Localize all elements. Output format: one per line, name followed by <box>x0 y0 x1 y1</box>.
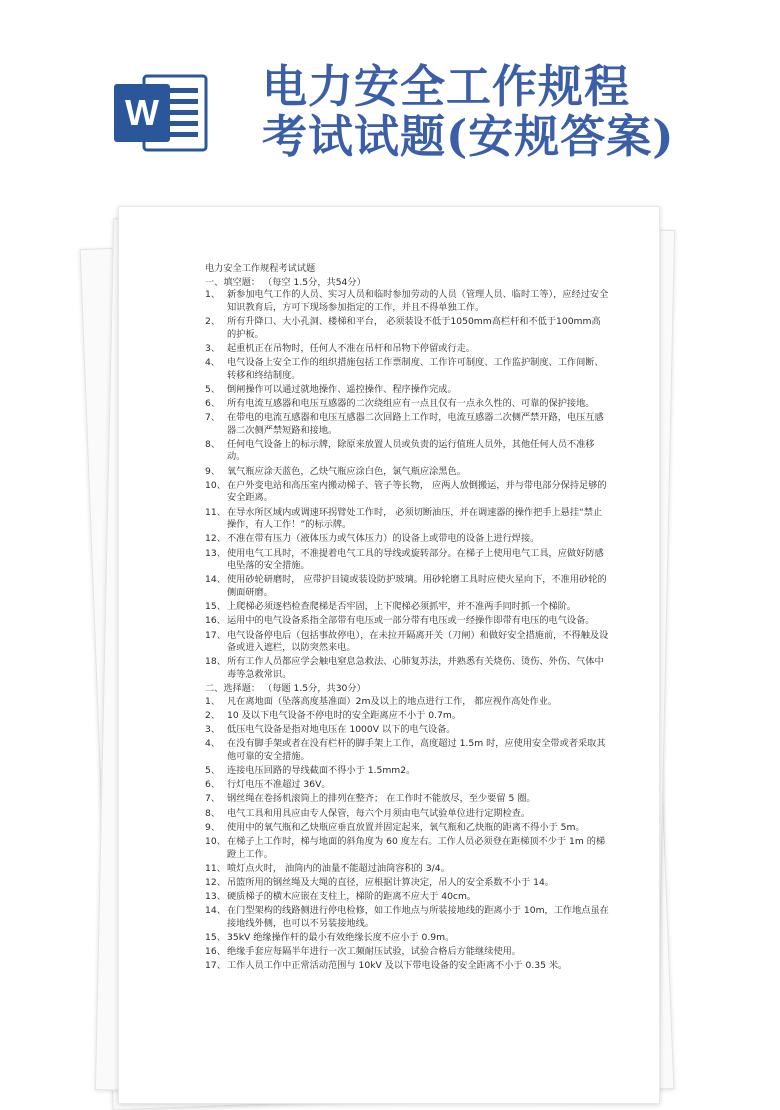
question-text: 吊篮所用的钢丝绳及大绳的直径，应根据计算决定，吊人的安全系数不小于 14。 <box>227 876 554 888</box>
question-number: 3、 <box>205 724 221 736</box>
question-number: 15、 <box>205 932 226 944</box>
question-text: 在门型架构的线路侧进行停电检修，如工作地点与所装接地线的距离小于 10m，工作地点虽在接地线外侧，也可以不另装接地线。 <box>227 905 609 929</box>
question-number: 5、 <box>205 383 221 395</box>
question-item <box>205 466 609 479</box>
question-item <box>205 630 609 655</box>
document-content <box>205 263 609 975</box>
question-text: 所有升降口、大小孔洞、楼梯和平台， 必须装设不低于1050mm高栏杆和不低于100mm高的护板。 <box>227 315 601 340</box>
question-text: 所有电流互感器和电压互感器的二次绕组应有一点且仅有一点永久性的、可靠的保护接地。 <box>227 397 595 409</box>
question-number: 13、 <box>205 891 226 903</box>
question-item <box>205 793 609 806</box>
question-number: 9、 <box>205 465 221 477</box>
question-text: 倒闸操作可以通过就地操作、遥控操作、程序操作完成。 <box>227 383 457 395</box>
question-number: 9、 <box>205 821 221 833</box>
question-item <box>205 615 609 628</box>
question-text: 新参加电气工作的人员、实习人员和临时参加劳动的人员（管理人员、临时工等），应经过安全知识教育后，方可下现场参加指定的工作，并且不得单独工作。 <box>227 289 609 313</box>
question-text: 在带电的电流互感器和电压互感器二次回路上工作时，电流互感器二次侧严禁开路，电压互感器二次侧严禁短路和接地。 <box>227 412 604 436</box>
question-text: 使用电气工具时，不准提着电气工具的导线或旋转部分。在梯子上使用电气工具，应做好防感电坠落的安全措施。 <box>227 547 604 572</box>
question-text: 氧气瓶应涂天蓝色，乙炔气瓶应涂白色，氯气瓶应涂黑色。 <box>227 465 466 477</box>
banner <box>0 0 780 180</box>
section-heading: 一、填空题： （每空 1.5分，共54分） <box>205 276 366 288</box>
question-item <box>205 412 609 437</box>
question-number: 3、 <box>205 342 221 354</box>
question-text: 不准在带有压力（液体压力或气体压力）的设备上或带电的设备上进行焊接。 <box>227 533 540 545</box>
question-item <box>205 960 609 973</box>
question-number: 7、 <box>205 793 221 805</box>
page-title-line-1: 电力安全工作规程 <box>262 60 631 113</box>
question-number: 8、 <box>205 438 221 450</box>
question-item <box>205 836 609 861</box>
question-item <box>205 765 609 778</box>
question-item <box>205 738 609 763</box>
question-item <box>205 398 609 411</box>
question-text: 低压电气设备是指对地电压在 1000V 以下的电气设备。 <box>227 724 456 736</box>
question-text: 35kV 绝缘操作杆的最小有效绝缘长度不应小于 0.9m。 <box>227 932 455 944</box>
question-item <box>205 724 609 737</box>
question-text: 绝缘手套应每隔半年进行一次工频耐压试验，试验合格后方能继续使用。 <box>227 946 521 958</box>
question-item <box>205 343 609 356</box>
question-number: 8、 <box>205 807 221 819</box>
question-item <box>205 946 609 959</box>
question-number: 16、 <box>205 946 226 958</box>
question-item <box>205 656 609 681</box>
question-item <box>205 710 609 723</box>
question-text: 在梯子上工作时，梯与地面的斜角度为 60 度左右。工作人员必须登在距梯顶不少于 1m 的梯蹬上工作。 <box>227 835 606 860</box>
question-item <box>205 316 609 341</box>
question-item <box>205 384 609 397</box>
question-item <box>205 863 609 876</box>
question-item <box>205 289 609 314</box>
question-number: 5、 <box>205 765 221 777</box>
question-item <box>205 932 609 945</box>
question-item <box>205 696 609 709</box>
question-text: 行灯电压不准超过 36V。 <box>227 779 331 791</box>
question-text: 电气设备上安全工作的组织措施包括工作票制度、工作许可制度、工作监护制度、工作间断、转移和终结制度。 <box>227 356 604 381</box>
document-sections <box>205 277 609 973</box>
question-number: 11、 <box>205 862 226 874</box>
question-number: 4、 <box>205 738 221 750</box>
question-item <box>205 533 609 546</box>
question-text: 喷灯点火时， 油筒内的油量不能超过油筒容积的 3/4。 <box>227 862 450 874</box>
question-number: 10、 <box>205 835 226 847</box>
question-text: 运用中的电气设备系指全部带有电压或一部分带有电压或一经操作即带有电压的电气设备。 <box>227 615 595 627</box>
question-text: 硬质梯子的横木应嵌在支柱上，梯阶的距离不应大于 40cm。 <box>227 891 477 903</box>
question-text: 使用中的氧气瓶和乙炔瓶应垂直放置并固定起来，氧气瓶和乙炔瓶的距离不得小于 5m。 <box>227 821 585 833</box>
question-text: 钢丝绳在卷扬机滚筒上的排列在整齐； 在工作时不能放尽，至少要留 5 圈。 <box>227 793 536 805</box>
question-number: 6、 <box>205 397 221 409</box>
question-text: 起重机正在吊物时，任何人不准在吊杆和吊物下停留或行走。 <box>227 342 476 354</box>
question-item <box>205 905 609 930</box>
question-item <box>205 548 609 573</box>
question-text: 连接电压回路的导线截面不得小于 1.5mm2。 <box>227 765 416 777</box>
section-heading: 二、选择题： （每题 1.5分，共30分） <box>205 683 366 695</box>
question-text: 电气工具和用具应由专人保管，每六个月须由电气试验单位进行定期检查。 <box>227 807 531 819</box>
document-title: 电力安全工作规程考试试题 <box>205 263 316 274</box>
question-text: 使用砂轮研磨时， 应带护目镜或装设防护玻璃。用砂轮磨工具时应使火星向下，不准用砂轮的侧面研磨。 <box>227 574 607 598</box>
question-number: 2、 <box>205 315 221 327</box>
question-item <box>205 877 609 890</box>
question-number: 4、 <box>205 356 221 368</box>
question-number: 14、 <box>205 905 226 917</box>
question-item <box>205 601 609 614</box>
word-document-icon <box>110 70 210 156</box>
question-number: 15、 <box>205 601 226 613</box>
question-item <box>205 439 609 464</box>
question-number: 12、 <box>205 876 226 888</box>
question-number: 17、 <box>205 629 226 641</box>
question-number: 2、 <box>205 709 221 721</box>
question-number: 1、 <box>205 695 221 707</box>
question-item <box>205 779 609 792</box>
question-item <box>205 480 609 505</box>
question-item <box>205 822 609 835</box>
question-number: 18、 <box>205 656 226 668</box>
question-item <box>205 574 609 599</box>
logo-letter: W <box>125 92 159 133</box>
question-text: 任何电气设备上的标示牌，除原来放置人员或负责的运行值班人员外，其他任何人员不准移动。 <box>227 438 595 463</box>
question-item <box>205 507 609 532</box>
question-number: 11、 <box>205 506 226 518</box>
question-number: 1、 <box>205 289 221 301</box>
document-page <box>118 206 660 1104</box>
question-number: 13、 <box>205 547 226 559</box>
question-text: 10 及以下电气设备不停电时的安全距离应不小于 0.7m。 <box>227 709 462 721</box>
question-number: 10、 <box>205 479 226 491</box>
question-text: 工作人员工作中正常活动范围与 10kV 及以下带电设备的安全距离不小于 0.35 米。 <box>227 960 568 972</box>
question-text: 在没有脚手架或者在没有栏杆的脚手架上工作，高度超过 1.5m 时，应使用安全带或者采取其他可靠的安全措施。 <box>227 738 606 762</box>
question-text: 在导水所区域内或调速环拐臂处工作时， 必须切断油压，并在调速器的操作把手上悬挂“禁止操作，有人工作！”的标示牌。 <box>227 506 603 531</box>
question-number: 14、 <box>205 574 226 586</box>
question-number: 6、 <box>205 779 221 791</box>
question-number: 16、 <box>205 615 226 627</box>
question-text: 上爬梯必须逐档检查爬梯是否牢固，上下爬梯必须抓牢，并不准两手同时抓一个梯阶。 <box>227 601 577 613</box>
question-item <box>205 808 609 821</box>
question-text: 在户外变电站和高压室内搬动梯子、管子等长物， 应两人放倒搬运，并与带电部分保持足够的安全距离。 <box>227 479 607 504</box>
question-item <box>205 357 609 382</box>
page-title-line-2: 考试试题(安规答案) <box>262 110 675 163</box>
question-number: 17、 <box>205 960 226 972</box>
question-item <box>205 891 609 904</box>
question-text: 凡在离地面（坠落高度基准面）2m及以上的地点进行工作， 都应视作高处作业。 <box>227 695 558 707</box>
question-text: 所有工作人员都应学会触电窒息急救法、心肺复苏法，并熟悉有关烧伤、烫伤、外伤、气体中毒等急救常识。 <box>227 656 604 680</box>
question-number: 12、 <box>205 533 226 545</box>
question-text: 电气设备停电后（包括事故停电），在未拉开隔离开关（刀闸）和做好安全措施前，不得触及设备或进入遮栏，以防突然来电。 <box>227 629 609 654</box>
question-number: 7、 <box>205 412 221 424</box>
